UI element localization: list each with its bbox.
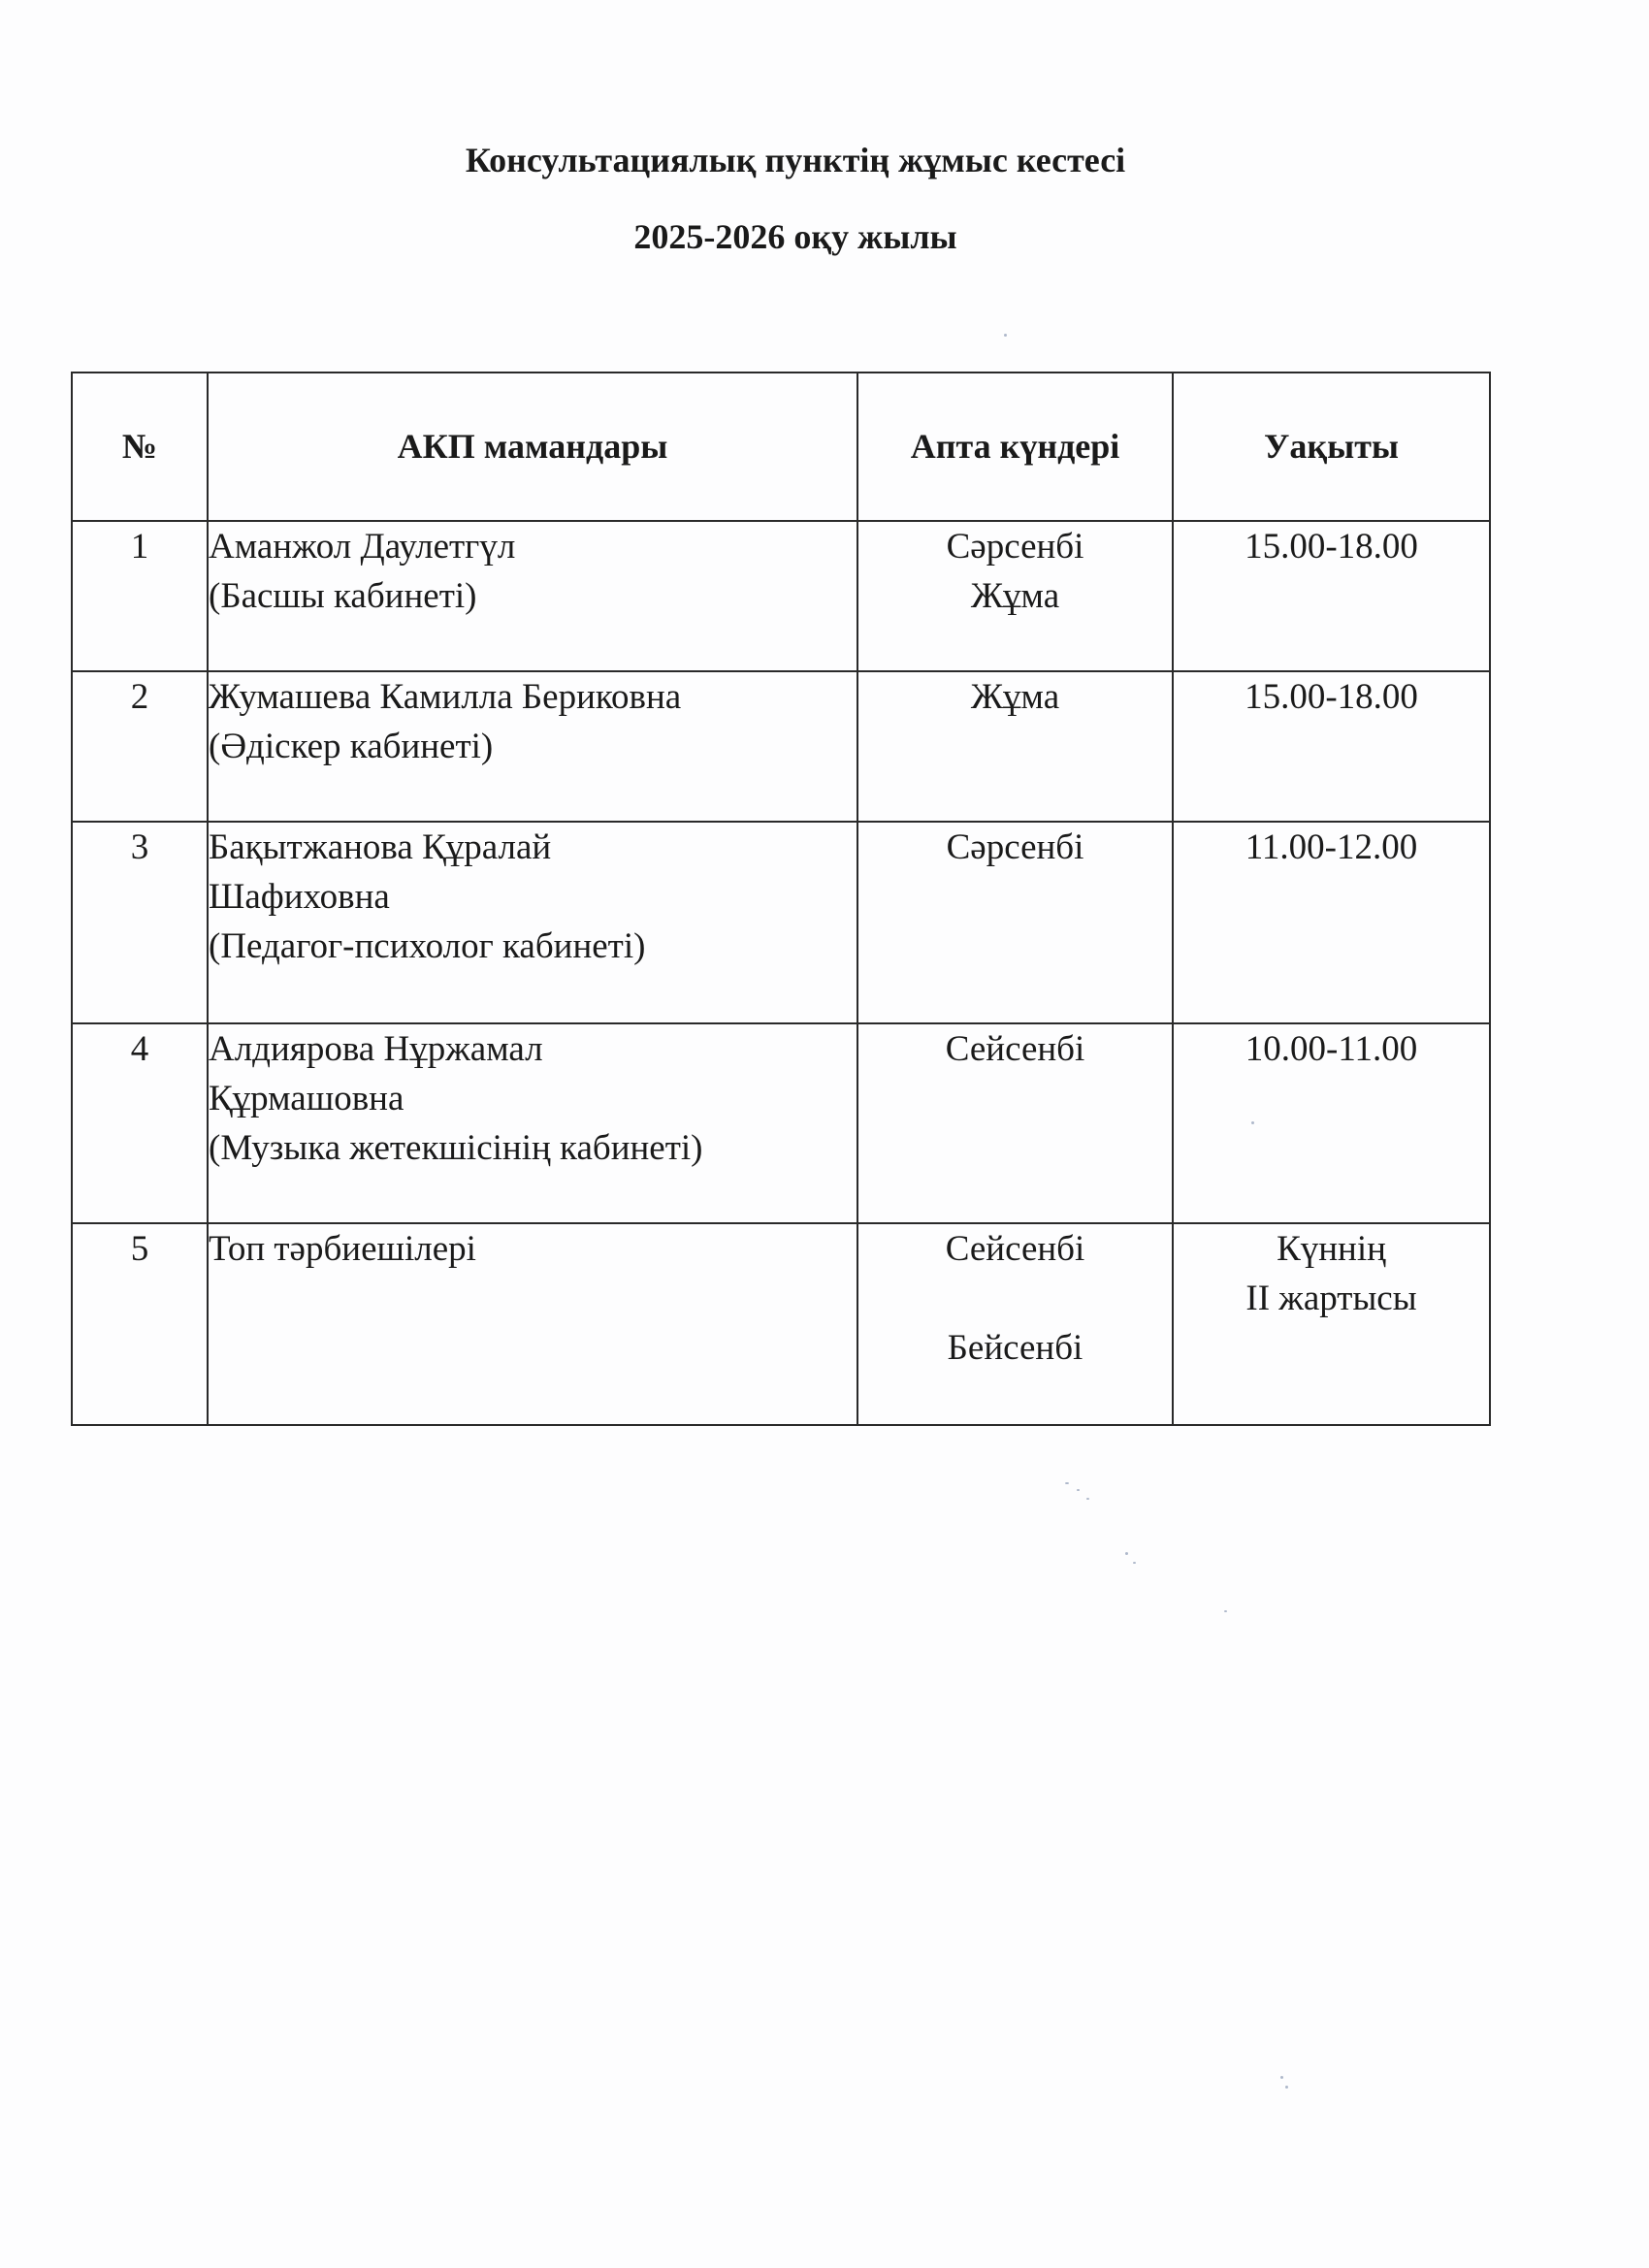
weekday: Сәрсенбі [946, 827, 1084, 867]
scan-speck [1086, 1498, 1089, 1500]
days-cell [857, 1023, 1173, 1223]
row-number: 5 [72, 1223, 208, 1425]
time-cell [1173, 671, 1490, 822]
scan-speck [1133, 1562, 1136, 1564]
specialist-room: (Әдіскер кабинеті) [209, 727, 494, 766]
time-range: 15.00-18.00 [1245, 527, 1418, 567]
document-title: Консультациялық пунктің жұмыс кестесі [465, 141, 1126, 179]
specialist-room: (Педагог-психолог кабинеті) [209, 926, 646, 966]
table-row [72, 521, 1490, 671]
row-number: 3 [72, 822, 208, 1023]
days-cell [857, 671, 1173, 822]
days-cell [857, 822, 1173, 1023]
specialist-cell [208, 521, 857, 671]
scan-speck [1280, 2076, 1283, 2079]
time-range: 15.00-18.00 [1245, 677, 1418, 717]
table-row [72, 822, 1490, 1023]
time-text: Күннің [1277, 1229, 1386, 1269]
specialist-name-continued: Шафиховна [209, 877, 390, 917]
weekday: Сейсенбі [945, 1029, 1085, 1069]
scan-speck [1224, 1610, 1227, 1612]
specialist-name: Аманжол Даулетгүл [209, 527, 516, 567]
header-number: № [72, 373, 208, 521]
specialist-room: (Басшы кабинеті) [209, 576, 477, 616]
scan-speck [1285, 2086, 1288, 2089]
scan-speck [1077, 1489, 1080, 1491]
time-cell [1173, 1023, 1490, 1223]
specialist-name: Топ тәрбиешілері [209, 1229, 476, 1269]
header-days: Апта күндері [857, 373, 1173, 521]
weekday: Бейсенбі [947, 1328, 1083, 1368]
weekday: Жұма [970, 576, 1060, 616]
time-cell [1173, 521, 1490, 671]
weekday: Жұма [970, 677, 1060, 717]
line-gap [858, 1274, 1172, 1323]
scan-speck [1125, 1552, 1128, 1555]
row-number: 4 [72, 1023, 208, 1223]
scan-speck [1251, 1121, 1254, 1124]
document-subtitle: 2025-2026 оқу жылы [633, 217, 957, 256]
specialist-cell [208, 671, 857, 822]
specialist-cell [208, 822, 857, 1023]
header-time: Уақыты [1173, 373, 1490, 521]
schedule-table [71, 372, 1491, 1426]
header-specialists: АКП мамандары [208, 373, 857, 521]
scan-speck [1004, 334, 1007, 337]
table-row [72, 1023, 1490, 1223]
specialist-cell [208, 1223, 857, 1425]
specialist-cell [208, 1023, 857, 1223]
table-row [72, 1223, 1490, 1425]
weekday: Сейсенбі [945, 1229, 1085, 1269]
specialist-name-continued: Құрмашовна [209, 1079, 404, 1118]
days-cell [857, 521, 1173, 671]
time-text: ІІ жартысы [1245, 1279, 1417, 1318]
weekday: Сәрсенбі [946, 527, 1084, 567]
specialist-name: Алдиярова Нұржамал [209, 1029, 543, 1069]
time-range: 11.00-12.00 [1245, 827, 1418, 867]
table-header-row [72, 373, 1490, 521]
row-number: 2 [72, 671, 208, 822]
specialist-room: (Музыка жетекшісінің кабинеті) [209, 1128, 703, 1168]
table-row [72, 671, 1490, 822]
days-cell [857, 1223, 1173, 1425]
time-cell [1173, 1223, 1490, 1425]
row-number: 1 [72, 521, 208, 671]
time-range: 10.00-11.00 [1245, 1029, 1418, 1069]
time-cell [1173, 822, 1490, 1023]
specialist-name: Бақытжанова Құралай [209, 827, 552, 867]
specialist-name: Жумашева Камилла Бериковна [209, 677, 682, 717]
scan-speck [1065, 1482, 1069, 1484]
